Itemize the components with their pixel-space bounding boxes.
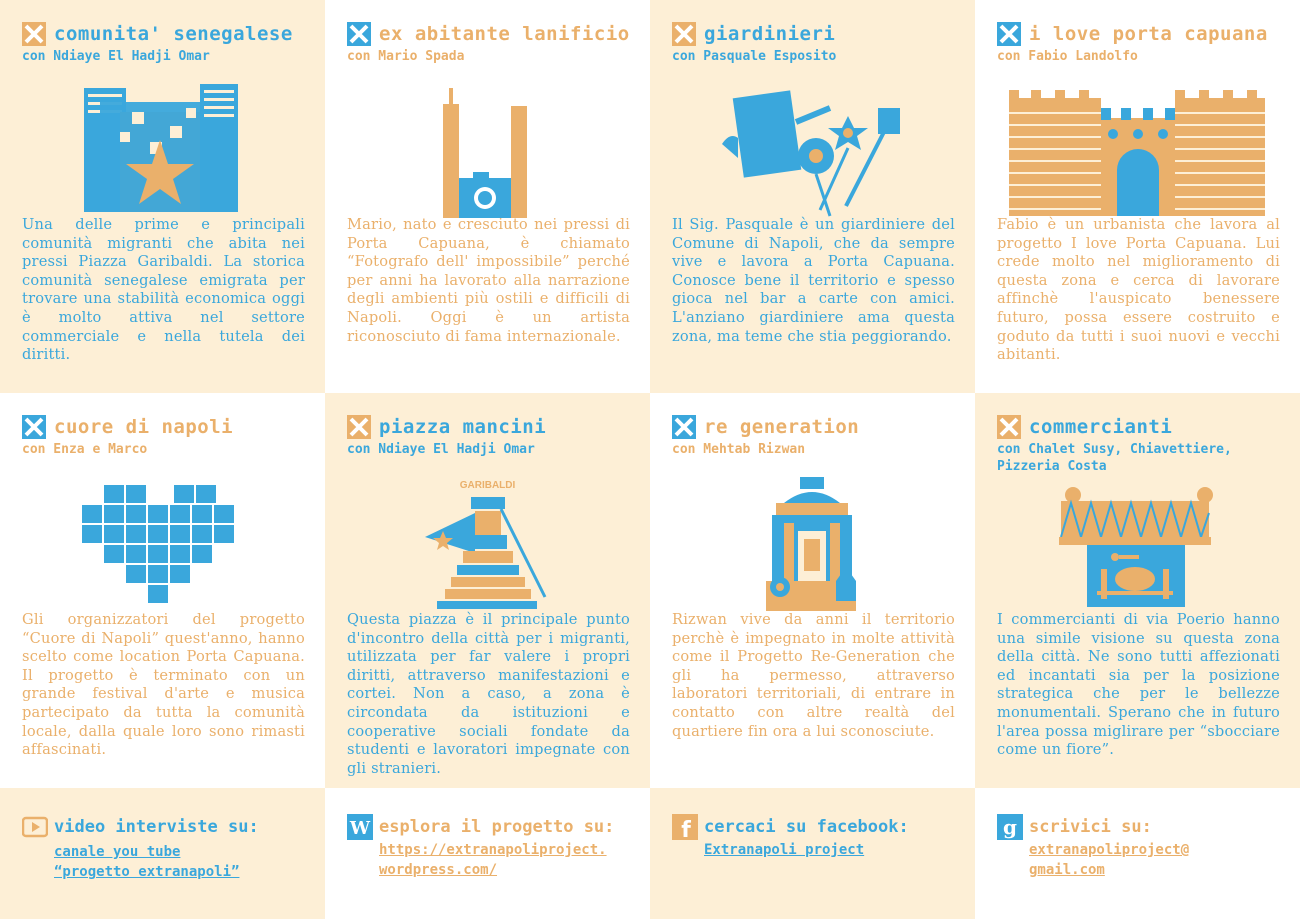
card-subtitle: con Fabio Landolfo	[997, 49, 1138, 64]
google-icon[interactable]	[997, 814, 1023, 840]
x-logo-icon	[997, 22, 1021, 46]
card-title: cuore di napoli	[54, 416, 234, 438]
card-text: Una delle prime e principali comunità migranti che abita nei pressi Piazza Garibaldi. La storica comunità senegalese emigrata per trovare una stabilità economica oggi è molto attiva nel settore commerciale e nella tutela dei diritti.	[22, 216, 305, 364]
footer-link[interactable]: wordpress.com/	[379, 862, 498, 878]
footer-link[interactable]: “progetto extranapoli”	[54, 864, 240, 880]
footer-title: video interviste su:	[54, 817, 259, 837]
card-text: Mario, nato e cresciuto nei pressi di Porta Capuana, è chiamato “Fotografo dell' impossibile” perché per anni ha lavorato alla narrazione degli ambienti più ostili e difficili di Napoli. Oggi è un artista riconosciuto di fama internazionale.	[347, 216, 630, 345]
x-logo-icon	[347, 415, 371, 439]
pixel-heart-icon	[0, 481, 325, 611]
footer-link[interactable]: gmail.com	[1029, 862, 1105, 878]
card-subtitle: con Chalet Susy, Chiavettiere, Pizzeria Costa	[997, 442, 1232, 474]
shop-icon	[975, 483, 1300, 609]
footer-link[interactable]: https://extranapoliproject.	[379, 842, 607, 858]
card-cuore-di-napoli	[0, 393, 325, 788]
card-comunita-senegalese	[0, 0, 325, 393]
card-re-generation	[650, 393, 975, 788]
card-title: ex abitante lanificio	[379, 23, 630, 45]
card-i-love-porta-capuana	[975, 0, 1300, 393]
monument-label: GARIBALDI	[459, 480, 516, 491]
card-text: Fabio è un urbanista che lavora al progetto I love Porta Capuana. Lui crede molto nel miglioramento di questa zona e cerca di lavorare affinchè l'auspicato benessere futuro, possa essere costruito e goduto da tutti i suoi nuovi e vecchi abitanti.	[997, 216, 1280, 364]
svg-text:W: W	[349, 818, 371, 839]
card-title: commercianti	[1029, 416, 1173, 438]
facebook-icon[interactable]	[672, 814, 698, 840]
youtube-icon[interactable]	[22, 814, 48, 840]
svg-text:g: g	[1003, 815, 1017, 839]
footer-title: cercaci su facebook:	[704, 817, 909, 837]
card-subtitle: con Mehtab Rizwan	[672, 442, 806, 457]
footer-link[interactable]: Extranapoli project	[704, 842, 865, 858]
x-logo-icon	[672, 22, 696, 46]
wordpress-icon[interactable]	[347, 814, 373, 840]
x-logo-icon	[997, 415, 1021, 439]
card-subtitle: con Ndiaye El Hadji Omar	[347, 442, 535, 457]
card-commercianti	[975, 393, 1300, 788]
card-text: Rizwan vive da anni il territorio perchè è impegnato in molte attività come il Progetto Re-Generation che gli ha permesso, attraverso laboratori territoriali, di entrare in contatto con altre realtà del quartiere fin ora a lui sconosciute.	[672, 611, 955, 740]
watering-can-flowers-icon	[650, 88, 975, 218]
card-text: Questa piazza è il principale punto d'incontro della città per i migranti, utilizzata per far valere i propri diritti, attraverso manifestazioni e cortei. Non a caso, a zona è circondata da istituzioni e cooperative sociali fondate da studenti e lavoratori impegnate con gli stranieri.	[347, 611, 630, 777]
x-logo-icon	[22, 415, 46, 439]
city-star-icon	[0, 82, 325, 214]
card-subtitle: con Pasquale Esposito	[672, 49, 837, 64]
card-subtitle: con Enza e Marco	[22, 442, 148, 457]
footer-youtube	[0, 788, 325, 919]
footer-link[interactable]: extranapoliproject@	[1029, 842, 1190, 858]
card-text: Gli organizzatori del progetto “Cuore di Napoli” quest'anno, hanno scelto come location Porta Capuana. Il progetto è terminato con un grande festival d'arte e musica partecipato da tutta la comunità locale, dalla quale loro sono rimasti affascinati.	[22, 611, 305, 759]
card-giardinieri	[650, 0, 975, 393]
chimney-camera-icon	[325, 84, 650, 220]
card-title: re generation	[704, 416, 860, 438]
monument-flag-icon	[325, 493, 650, 613]
card-text: I commercianti di via Poerio hanno una simile visione su questa zona della città. Ne sono tutti affezionati ed incantati sia per la posizione strategica che per le bellezze monumentali. Sperano che in futuro l'area possa miglirare per “sbocciare come un fiore”.	[997, 611, 1280, 759]
footer-google	[975, 788, 1300, 919]
card-text: Il Sig. Pasquale è un giardiniere del Comune di Napoli, che da sempre vive e lavora a Porta Capuana. Conosce bene il territorio e spesso gioca nel bar a carte con amici. L'anziano giardiniere ama questa zona, ma teme che stia peggiorando.	[672, 216, 955, 345]
card-title: i love porta capuana	[1029, 23, 1268, 45]
footer-title: esplora il progetto su:	[379, 817, 615, 837]
card-ex-abitante-lanificio	[325, 0, 650, 393]
x-logo-icon	[22, 22, 46, 46]
card-subtitle: con Mario Spada	[347, 49, 465, 64]
x-logo-icon	[672, 415, 696, 439]
card-title: giardinieri	[704, 23, 836, 45]
card-title: comunita' senegalese	[54, 23, 293, 45]
footer-facebook	[650, 788, 975, 919]
svg-text:f: f	[681, 818, 691, 840]
card-piazza-mancini	[325, 393, 650, 788]
church-icon	[650, 475, 975, 613]
footer-title: scrivici su:	[1029, 817, 1152, 837]
footer-wordpress	[325, 788, 650, 919]
card-subtitle: con Ndiaye El Hadji Omar	[22, 49, 210, 64]
x-logo-icon	[347, 22, 371, 46]
footer-link[interactable]: canale you tube	[54, 844, 181, 860]
card-title: piazza mancini	[379, 416, 547, 438]
city-gate-icon	[975, 88, 1300, 218]
